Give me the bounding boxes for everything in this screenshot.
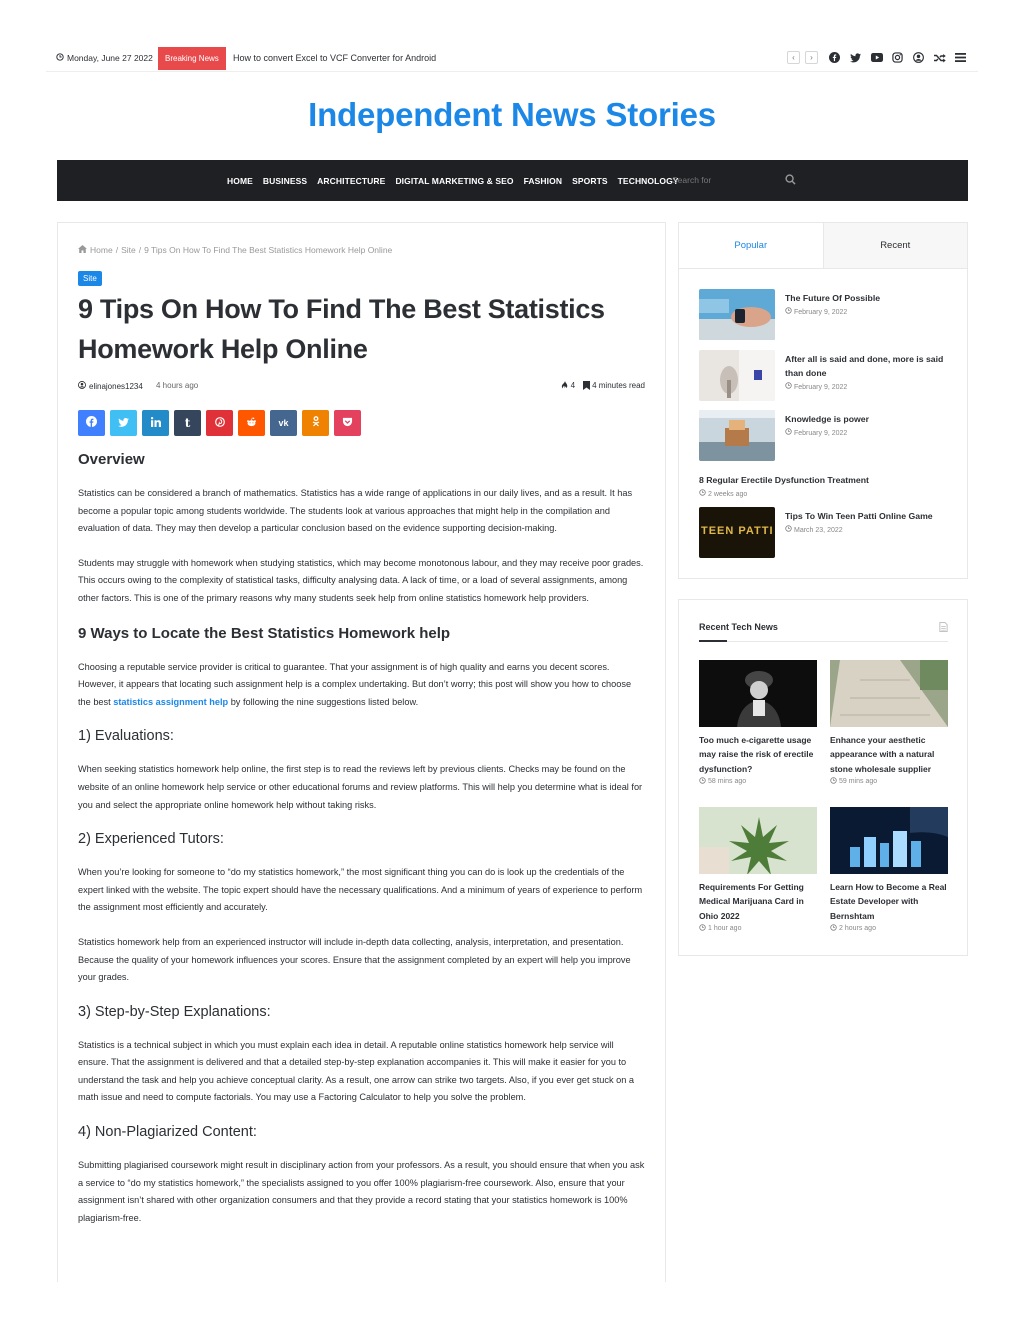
thumbnail-text: TEEN PATTI (701, 525, 774, 537)
fire-icon (561, 381, 569, 390)
date-display (56, 53, 153, 63)
main-navigation (57, 160, 968, 201)
twitter-icon (118, 414, 129, 432)
share-vk-button[interactable] (270, 410, 297, 436)
paragraph: Choosing a reputable service provider is critical to guarantee. That your assignment is of high quality and earns you decent scores. However, it appears that locating such assignment help is a complex undertaking. But don’t worry; this post will show you how to choose the best statistics assignment help by following the nine suggestions listed below. (78, 661, 632, 707)
top-bar (46, 44, 978, 72)
post-date: February 9, 2022 (794, 309, 848, 316)
search-icon[interactable] (785, 174, 796, 187)
random-icon[interactable] (933, 51, 946, 64)
list-item[interactable] (699, 660, 817, 786)
tab-recent[interactable]: Recent (823, 223, 968, 268)
breadcrumb-home[interactable]: Home (90, 245, 113, 255)
share-pinterest-button[interactable] (206, 410, 233, 436)
paragraph: Students may struggle with homework when studying statistics, which may become monotonous labour, and they may receive poor grades. This occurs owing to the complexity of statistical tasks, difficulty analysing data. A lack of time, or a load of several assignments, among other factors. This is one of the primary reasons why many students seek help from online statistics homework help providers. (78, 557, 644, 603)
post-thumbnail[interactable] (699, 660, 817, 727)
popular-recent-widget (678, 222, 968, 579)
facebook-icon[interactable] (828, 51, 841, 64)
tab-popular[interactable]: Popular (679, 223, 823, 268)
post-thumbnail[interactable] (699, 507, 775, 558)
breadcrumb-separator: / (138, 245, 142, 255)
author-name[interactable]: elinajones1234 (89, 381, 143, 391)
breadcrumb-current: 9 Tips On How To Find The Best Statistics Homework Help Online (144, 245, 393, 255)
list-item[interactable] (830, 660, 948, 786)
share-tumblr-button[interactable] (174, 410, 201, 436)
breaking-news-label: Breaking News (158, 47, 226, 70)
section-heading: Overview (78, 451, 145, 468)
views-count: 4 (561, 381, 575, 390)
post-title[interactable]: Knowledge is power (785, 414, 869, 424)
clock-icon (785, 427, 792, 441)
vk-icon: vk (278, 418, 289, 428)
chevron-left-icon: ‹ (792, 53, 795, 62)
facebook-icon (86, 414, 97, 432)
document-icon (939, 622, 948, 634)
clock-icon (785, 381, 792, 395)
post-date: 59 mins ago (839, 777, 878, 785)
post-thumbnail[interactable] (699, 289, 775, 340)
clock-icon (56, 53, 64, 63)
post-title[interactable]: Learn How to Become a Real Estate Developer with Bernshtam (830, 882, 947, 921)
share-twitter-button[interactable] (110, 410, 137, 436)
widget-tabs (679, 223, 967, 269)
nav-item-technology[interactable]: TECHNOLOGY (617, 175, 679, 186)
post-title[interactable]: Enhance your aesthetic appearance with a natural stone wholesale supplier (830, 735, 935, 774)
breadcrumb-category[interactable]: Site (121, 245, 136, 255)
subsection-heading: 3) Step-by-Step Explanations: (78, 1003, 271, 1020)
list-item[interactable] (699, 807, 817, 933)
read-time: 4 minutes read (583, 381, 645, 390)
user-icon (78, 381, 86, 391)
share-facebook-button[interactable] (78, 410, 105, 436)
post-thumbnail[interactable] (699, 807, 817, 874)
article-title: 9 Tips On How To Find The Best Statistics Homework Help Online (78, 294, 605, 364)
post-thumbnail[interactable] (830, 807, 948, 874)
list-item[interactable] (830, 807, 948, 933)
nav-item-digital-marketing[interactable]: DIGITAL MARKETING & SEO (395, 175, 514, 186)
menu-icon[interactable] (954, 51, 967, 64)
share-odnoklassniki-button[interactable] (302, 410, 329, 436)
nav-item-sports[interactable]: SPORTS (572, 175, 608, 186)
tumblr-icon: t (184, 416, 191, 430)
clock-icon (699, 488, 706, 502)
post-title[interactable]: 8 Regular Erectile Dysfunction Treatment (699, 475, 869, 485)
twitter-icon[interactable] (849, 51, 862, 64)
ticker-next-button[interactable] (805, 51, 818, 64)
paragraph: When you’re looking for someone to “do my statistics homework,” the most significant thing you can do is look up the credentials of the expert linked with the website. The topic expert should have the necessary qualifications. And a minimum of years of experience to perform the assignment most efficiently and accurately. (78, 867, 643, 913)
clock-icon (785, 306, 792, 320)
pinterest-icon (215, 414, 225, 432)
breadcrumb-separator: / (115, 245, 119, 255)
published-time: 4 hours ago (156, 381, 199, 390)
search-placeholder: Search for (672, 175, 712, 185)
recent-tech-news-widget (678, 599, 968, 956)
nav-item-home[interactable]: HOME (227, 175, 253, 186)
clock-icon (830, 777, 837, 786)
post-title[interactable]: Tips To Win Teen Patti Online Game (785, 511, 933, 521)
subsection-heading: 4) Non-Plagiarized Content: (78, 1124, 257, 1141)
share-reddit-button[interactable] (238, 410, 265, 436)
share-buttons (78, 410, 361, 436)
paragraph: Submitting plagiarised coursework might result in disciplinary action from your professors. As a result, you should ensure that when you ask a service to “do my statistics homework,” the specialists assigned to you offer 100% plagiarism-free coursework. Also, ensure that your assignment isn’t shared with other organization consumers and that they provide a record stating that your statistics homework is 100% plagiarism-free. (78, 1160, 645, 1223)
reddit-icon (246, 414, 257, 432)
article (57, 222, 666, 1282)
article-content (78, 451, 646, 1244)
date-text: Monday, June 27 2022 (67, 53, 153, 63)
author[interactable] (78, 381, 143, 391)
breadcrumb (78, 245, 392, 255)
pocket-icon (342, 414, 353, 432)
paragraph: When seeking statistics homework help online, the first step is to read the reviews left by previous clients. Checks may be found on the website of an online homework help service or other educational forums and review platforms. This will help you determine what is ideal for you and select the appropriate online homework help without taking risks. (78, 764, 643, 810)
category-badge[interactable]: Site (78, 271, 102, 286)
instagram-icon[interactable] (891, 51, 904, 64)
nav-item-fashion[interactable]: FASHION (523, 175, 563, 186)
post-thumbnail[interactable] (699, 410, 775, 461)
user-icon[interactable] (912, 51, 925, 64)
breaking-news-ticker[interactable]: How to convert Excel to VCF Converter for Android (233, 53, 437, 63)
post-date: March 23, 2022 (794, 527, 843, 534)
site-logo[interactable]: Independent News Stories (308, 96, 716, 133)
clock-icon (785, 524, 792, 538)
nav-item-business[interactable]: BUSINESS (262, 175, 308, 186)
bookmark-icon (583, 381, 590, 390)
paragraph: Statistics is a technical subject in which you must explain each idea in detail. A reputable online statistics homework help service will ensure. That the assignment is delivered and that a detailed step-by-step explanation accompanies it. This will make it easier for you to understand the task and help you achieve conceptual clarity. As a result, one arrow can strike two targets. Also, if you ever get stuck on a math issue and need to compute factorials. You may use a Factoring Calculator to help you solve the problem. (78, 1039, 634, 1103)
section-heading: 9 Ways to Locate the Best Statistics Homework help (78, 624, 451, 642)
post-date: 2 hours ago (839, 924, 876, 932)
clock-icon (699, 777, 706, 786)
linkedin-icon (151, 414, 161, 432)
share-pocket-button[interactable] (334, 410, 361, 436)
subsection-heading: 2) Experienced Tutors: (78, 831, 224, 848)
ticker-prev-button[interactable] (787, 51, 800, 64)
chevron-right-icon: › (810, 53, 813, 62)
social-links (828, 51, 967, 64)
share-linkedin-button[interactable] (142, 410, 169, 436)
odnoklassniki-icon (312, 414, 320, 432)
widget-title: Recent Tech News (699, 622, 778, 632)
post-title[interactable]: After all is said and done, more is said than done (785, 354, 944, 378)
search-input[interactable] (667, 160, 802, 201)
clock-icon (830, 924, 837, 933)
youtube-icon[interactable] (870, 51, 883, 64)
post-title[interactable]: Requirements For Getting Medical Marijuana Card in Ohio 2022 (699, 882, 804, 921)
statistics-assignment-help-link[interactable]: statistics assignment help (113, 696, 229, 707)
nav-item-architecture[interactable]: ARCHITECTURE (317, 175, 386, 186)
paragraph: Statistics can be considered a branch of mathematics. Statistics has a wide range of applications in our daily lives, and as a result. It has become a popular topic among students worldwide. The students look at various approaches that might help in the compilation and evaluation of data. They may then develop a particular conclusion based on the evidence supporting decision-making. (78, 488, 633, 534)
post-date: February 9, 2022 (794, 384, 848, 391)
post-title[interactable]: Too much e-cigarette usage may raise the risk of erectile dysfunction? (699, 735, 814, 774)
post-date: 1 hour ago (708, 924, 742, 932)
subsection-heading: 1) Evaluations: (78, 728, 174, 745)
post-thumbnail[interactable] (830, 660, 948, 727)
widget-heading (699, 622, 948, 632)
post-title[interactable]: The Future Of Possible (785, 293, 881, 303)
post-thumbnail[interactable] (699, 350, 775, 401)
home-icon (78, 245, 87, 255)
post-date: February 9, 2022 (794, 430, 848, 437)
clock-icon (699, 924, 706, 933)
paragraph: Statistics homework help from an experienced instructor will include in-depth data collecting, analysis, interpretation, and presentation. Because the quality of your homework influences your scores. Ensure that the assignment completed by an expert will help you improve your grades. (78, 936, 631, 983)
post-date: 2 weeks ago (708, 491, 748, 498)
post-date: 58 mins ago (708, 777, 747, 785)
